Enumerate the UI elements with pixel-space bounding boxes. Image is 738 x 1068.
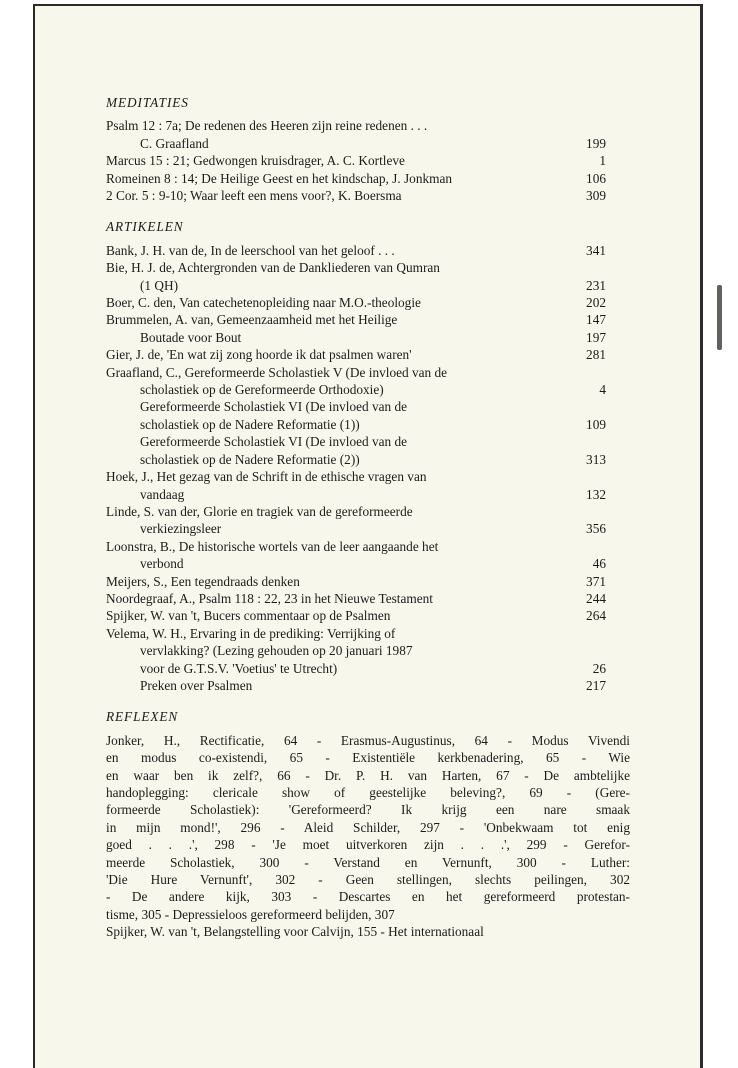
toc-entry-line bbox=[106, 242, 606, 259]
page-number bbox=[554, 259, 606, 276]
toc-entry-line bbox=[106, 451, 606, 468]
entry-text: Brummelen, A. van, Gemeenzaamheid met het Heilige bbox=[106, 312, 398, 328]
entry-text: Meijers, S., Een tegendraads denken bbox=[106, 573, 300, 589]
reflexen-line: en modus co-existendi, 65 - Existentiële kerkbenadering, 65 - Wie bbox=[106, 750, 630, 766]
reflexen-line: Spijker, W. van 't, Belangstelling voor Calvijn, 155 - Het internationaal bbox=[106, 924, 484, 940]
reflexen-line: meerde Scholastiek, 300 - Verstand en Vernunft, 300 - Luther: bbox=[106, 854, 630, 870]
toc-entry-line bbox=[106, 329, 606, 346]
toc-entry-line bbox=[106, 416, 606, 433]
toc-entry-line bbox=[106, 677, 606, 694]
toc-entry-line bbox=[106, 625, 606, 642]
binding-mark bbox=[717, 285, 722, 350]
entry-text: vandaag bbox=[140, 486, 185, 502]
page-number: 371 bbox=[586, 573, 606, 589]
page-number bbox=[554, 642, 606, 659]
reflexen-line: - De andere kijk, 303 - Descartes en het gereformeerd protestan- bbox=[106, 889, 630, 905]
page-number bbox=[554, 117, 606, 134]
meditaties-entries bbox=[106, 117, 606, 204]
entry-text: Preken over Psalmen bbox=[140, 677, 253, 693]
toc-entry-line bbox=[106, 468, 606, 485]
toc-entry-line bbox=[106, 187, 606, 204]
page-number: 109 bbox=[586, 416, 606, 432]
page-number: 281 bbox=[586, 347, 606, 363]
entry-text: Gereformeerde Scholastiek VI (De invloed van de bbox=[140, 399, 408, 415]
page-number: 202 bbox=[586, 295, 606, 311]
page-number: 197 bbox=[586, 329, 606, 345]
entry-text: Marcus 15 : 21; Gedwongen kruisdrager, A. C. Kortleve bbox=[106, 153, 405, 169]
reflexen-entry bbox=[106, 732, 630, 923]
section-title-artikelen: ARTIKELEN bbox=[106, 219, 184, 235]
entry-text: Boutade voor Bout bbox=[140, 329, 242, 345]
artikelen-entries bbox=[106, 242, 606, 695]
section-title-reflexen: REFLEXEN bbox=[106, 709, 179, 725]
entry-text: C. Graafland bbox=[140, 135, 209, 151]
page-number bbox=[554, 625, 606, 642]
entry-text: Linde, S. van der, Glorie en tragiek van de gereformeerde bbox=[106, 503, 413, 519]
toc-entry-line bbox=[106, 117, 606, 134]
page-number: 313 bbox=[586, 451, 606, 467]
toc-entry-line bbox=[106, 590, 606, 607]
page-number bbox=[554, 364, 606, 381]
entry-text: Noordegraaf, A., Psalm 118 : 22, 23 in het Nieuwe Testament bbox=[106, 590, 433, 606]
page-number: 341 bbox=[586, 242, 606, 258]
entry-text: verbond bbox=[140, 556, 184, 572]
reflexen-line: tisme, 305 - Depressieloos gereformeerd belijden, 307 bbox=[106, 906, 395, 922]
reflexen-line: in mijn mond!', 296 - Aleid Schilder, 297 - 'Onbekwaam tot enig bbox=[106, 819, 630, 835]
page-number: 309 bbox=[586, 188, 606, 204]
entry-text: (1 QH) bbox=[140, 277, 179, 293]
reflexen-entries bbox=[106, 732, 630, 941]
reflexen-line: Jonker, H., Rectificatie, 64 - Erasmus-Augustinus, 64 - Modus Vivendi bbox=[106, 732, 630, 748]
toc-entry-line bbox=[106, 259, 606, 276]
page-number: 106 bbox=[586, 170, 606, 186]
section-artikelen bbox=[106, 218, 606, 694]
toc-entry-line bbox=[106, 555, 606, 572]
toc-entry-line bbox=[106, 607, 606, 624]
toc-entry-line bbox=[106, 573, 606, 590]
entry-text: scholastiek op de Gereformeerde Orthodoxie) bbox=[140, 382, 384, 398]
toc-entry-line bbox=[106, 660, 606, 677]
reflexen-line: formeerde Scholastiek): 'Gereformeerd? Ik krijg een nare smaak bbox=[106, 802, 630, 818]
page-number: 244 bbox=[586, 590, 606, 606]
reflexen-line: handoplegging: clericale show of geestelijke beleving?, 69 - (Gere- bbox=[106, 784, 630, 800]
table-of-contents bbox=[106, 94, 630, 941]
toc-entry-line bbox=[106, 520, 606, 537]
toc-entry-line bbox=[106, 346, 606, 363]
page-number: 46 bbox=[592, 556, 606, 572]
toc-entry-line bbox=[106, 398, 606, 415]
section-title-meditaties: MEDITATIES bbox=[106, 95, 189, 110]
entry-text: Spijker, W. van 't, Bucers commentaar op de Psalmen bbox=[106, 608, 391, 624]
entry-text: 2 Cor. 5 : 9-10; Waar leeft een mens voor?, K. Boersma bbox=[106, 188, 402, 204]
toc-entry-line bbox=[106, 642, 606, 659]
page-number bbox=[554, 433, 606, 450]
entry-text: Velema, W. H., Ervaring in de prediking: Verrijking of bbox=[106, 625, 396, 641]
entry-text: scholastiek op de Nadere Reformatie (2)) bbox=[140, 451, 360, 467]
toc-entry-line bbox=[106, 486, 606, 503]
entry-text: Romeinen 8 : 14; De Heilige Geest en het kindschap, J. Jonkman bbox=[106, 170, 453, 186]
reflexen-line: en waar ben ik zelf?, 66 - Dr. P. H. van Harten, 67 - De ambtelijke bbox=[106, 767, 630, 783]
entry-text: Graafland, C., Gereformeerde Scholastiek V (De invloed van de bbox=[106, 364, 448, 380]
page-edge-shadow bbox=[700, 4, 703, 1068]
page-number bbox=[554, 468, 606, 485]
toc-entry-line bbox=[106, 433, 606, 450]
section-reflexen bbox=[106, 708, 630, 940]
entry-text: scholastiek op de Nadere Reformatie (1)) bbox=[140, 416, 360, 432]
page-number bbox=[554, 398, 606, 415]
reflexen-entry bbox=[106, 923, 630, 940]
toc-entry-line bbox=[106, 538, 606, 555]
entry-text: Bie, H. J. de, Achtergronden van de Dankliederen van Qumran bbox=[106, 260, 440, 276]
page-number bbox=[554, 503, 606, 520]
page-number: 231 bbox=[586, 277, 606, 293]
toc-entry-line bbox=[106, 381, 606, 398]
page-number: 199 bbox=[586, 135, 606, 151]
page-number: 217 bbox=[586, 677, 606, 693]
toc-entry-line bbox=[106, 364, 606, 381]
toc-entry-line bbox=[106, 277, 606, 294]
entry-text: Gereformeerde Scholastiek VI (De invloed van de bbox=[140, 434, 408, 450]
page-number: 264 bbox=[586, 608, 606, 624]
page-number: 147 bbox=[586, 312, 606, 328]
toc-entry-line bbox=[106, 170, 606, 187]
entry-text: Boer, C. den, Van catechetenopleiding naar M.O.-theologie bbox=[106, 295, 421, 311]
entry-text: Gier, J. de, 'En wat zij zong hoorde ik dat psalmen waren' bbox=[106, 347, 412, 363]
page-number: 132 bbox=[586, 486, 606, 502]
page-number: 1 bbox=[599, 153, 606, 169]
reflexen-line: 'Die Hure Vernunft', 302 - Geen stellingen, slechts peilingen, 302 bbox=[106, 872, 630, 888]
entry-text: Bank, J. H. van de, In de leerschool van het geloof . . . bbox=[106, 242, 395, 258]
toc-entry-line bbox=[106, 152, 606, 169]
section-meditaties bbox=[106, 94, 606, 204]
entry-text: Psalm 12 : 7a; De redenen des Heeren zijn reine redenen . . . bbox=[106, 118, 428, 134]
entry-text: Hoek, J., Het gezag van de Schrift in de ethische vragen van bbox=[106, 469, 427, 485]
page-number: 4 bbox=[599, 382, 606, 398]
entry-text: voor de G.T.S.V. 'Voetius' te Utrecht) bbox=[140, 660, 338, 676]
toc-entry-line bbox=[106, 294, 606, 311]
page-number: 356 bbox=[586, 521, 606, 537]
page-number bbox=[554, 538, 606, 555]
page-number: 26 bbox=[592, 660, 606, 676]
reflexen-line: goed . . .', 298 - 'Je moet uitverkoren zijn . . .', 299 - Gerefor- bbox=[106, 837, 630, 853]
toc-entry-line bbox=[106, 135, 606, 152]
toc-entry-line bbox=[106, 503, 606, 520]
toc-entry-line bbox=[106, 311, 606, 328]
entry-text: verkiezingsleer bbox=[140, 521, 222, 537]
entry-text: vervlakking? (Lezing gehouden op 20 januari 1987 bbox=[140, 643, 413, 659]
entry-text: Loonstra, B., De historische wortels van de leer aangaande het bbox=[106, 538, 439, 554]
